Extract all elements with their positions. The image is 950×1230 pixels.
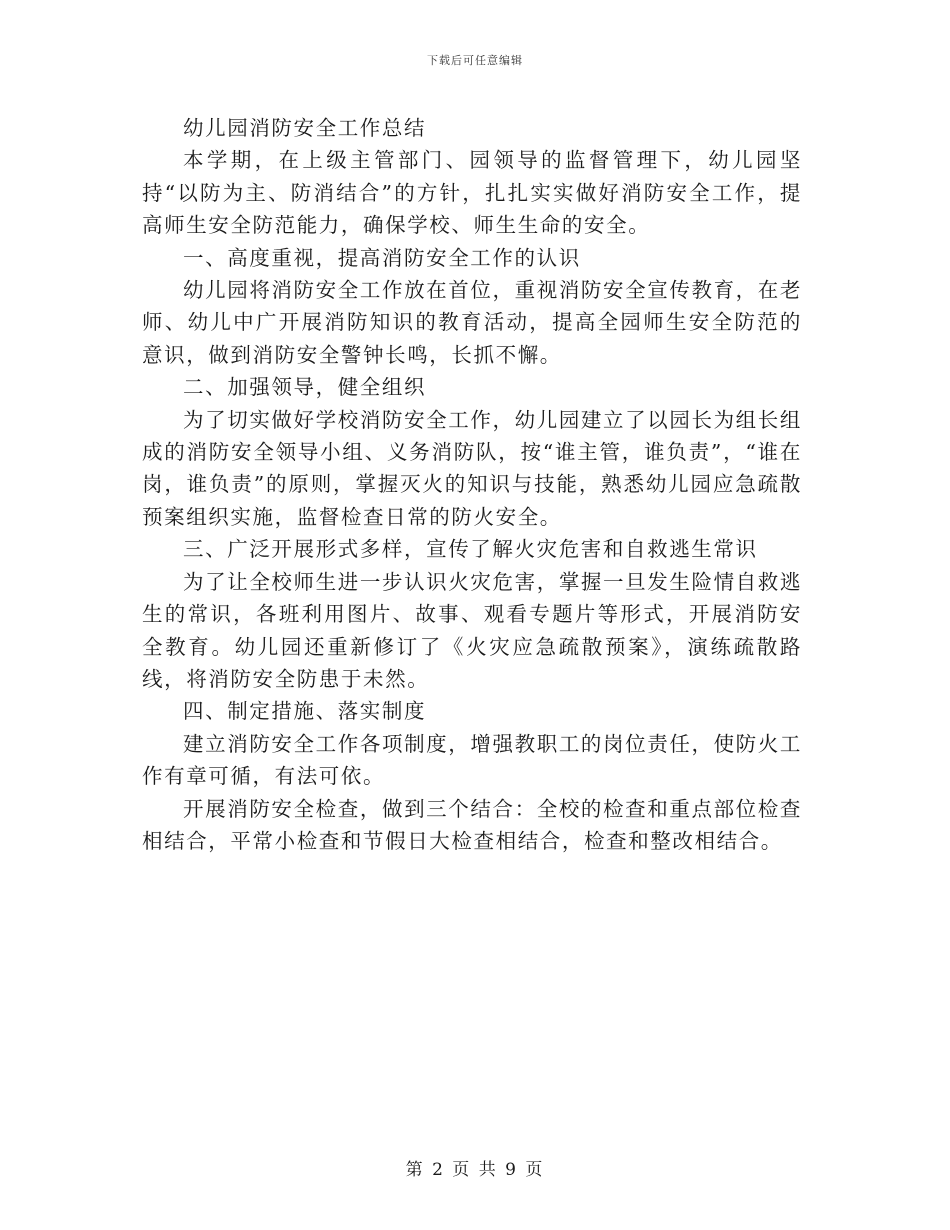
section-body-2: 为了切实做好学校消防安全工作，幼儿园建立了以园长为组长组成的消防安全领导小组、义务消防队，按“谁主管，谁负责”，“谁在岗，谁负责”的原则，掌握灭火的知识与技能，熟悉幼儿园应急疏散预案组织实施，监督检查日常的防火安全。 <box>142 407 802 529</box>
section-heading-1: 一、高度重视，提高消防安全工作的认识 <box>183 245 581 270</box>
page-header: 下载后可任意编辑 <box>427 54 523 67</box>
section-heading-2: 二、加强领导，健全组织 <box>183 375 427 400</box>
page-number: 第 2 页 共 9 页 <box>405 1160 545 1180</box>
section-body-1: 幼儿园将消防安全工作放在首位，重视消防安全宣传教育，在老师、幼儿中广开展消防知识的教育活动，提高全园师生安全防范的意识，做到消防安全警钟长鸣，长抓不懈。 <box>142 278 802 367</box>
section-body-3: 为了让全校师生进一步认识火灾危害，掌握一旦发生险情自救逃生的常识，各班利用图片、故事、观看专题片等形式，开展消防安全教育。幼儿园还重新修订了《火灾应急疏散预案》，演练疏散路线，将消防安全防患于未然。 <box>142 569 802 691</box>
section-body-4a: 建立消防安全工作各项制度，增强教职工的岗位责任，使防火工作有章可循，有法可依。 <box>142 731 802 789</box>
section-heading-3: 三、广泛开展形式多样，宣传了解火灾危害和自救逃生常识 <box>183 537 758 562</box>
document-title: 幼儿园消防安全工作总结 <box>183 116 427 140</box>
intro-paragraph: 本学期，在上级主管部门、园领导的监督管理下，幼儿园坚持“以防为主、防消结合”的方针，扎扎实实做好消防安全工作，提高师生安全防范能力，确保学校、师生生命的安全。 <box>142 148 802 238</box>
document-body <box>142 112 802 857</box>
section-body-4b: 开展消防安全检查，做到三个结合：全校的检查和重点部位检查相结合，平常小检查和节假日大检查相结合，检查和整改相结合。 <box>142 796 802 853</box>
section-heading-4: 四、制定措施、落实制度 <box>183 699 427 724</box>
